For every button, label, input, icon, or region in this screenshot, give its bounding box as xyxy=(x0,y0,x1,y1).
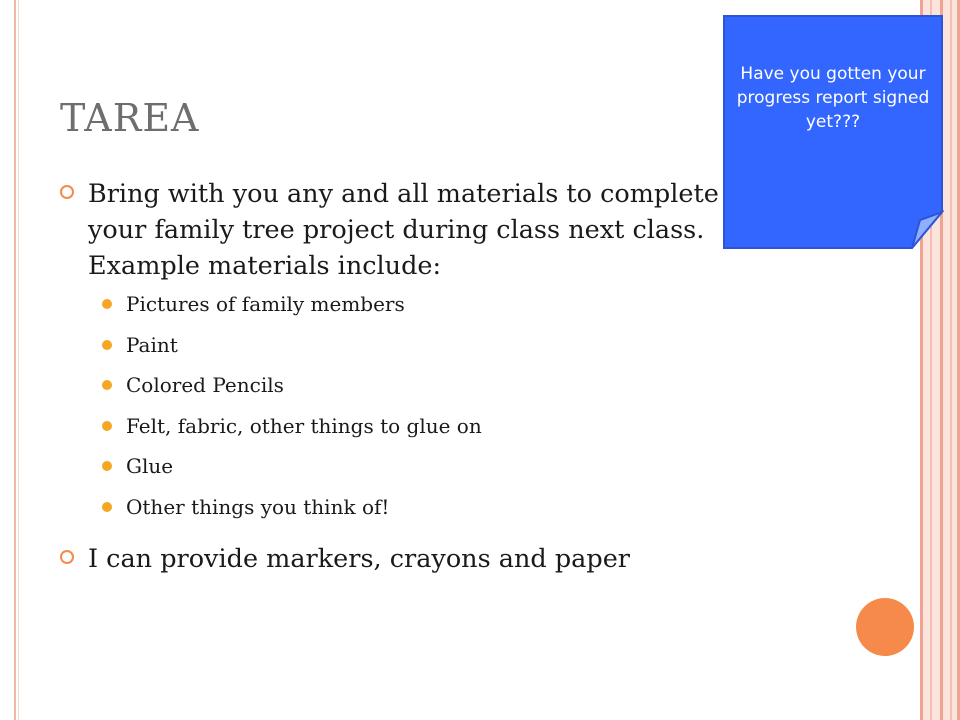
sub-bullet-item xyxy=(60,292,720,333)
bullet-item xyxy=(60,541,720,577)
ring-bullet-icon xyxy=(60,550,74,564)
slide-body xyxy=(60,176,720,577)
sub-bullet-item xyxy=(60,373,720,414)
dot-bullet-icon xyxy=(102,461,112,471)
ring-bullet-icon xyxy=(60,185,74,199)
dot-bullet-icon xyxy=(102,502,112,512)
sub-bullet-list xyxy=(60,292,720,535)
bullet-text: Bring with you any and all materials to complete your family tree project during class next class. Example materials include: xyxy=(88,179,719,281)
sub-bullet-text: Paint xyxy=(126,332,178,357)
right-stripe xyxy=(950,0,952,720)
dot-bullet-icon xyxy=(102,299,112,309)
slide-title: TAREA xyxy=(60,96,200,140)
callout-text: Have you gotten your progress report signed yet??? xyxy=(736,64,930,132)
bullet-text: I can provide markers, crayons and paper xyxy=(88,544,630,574)
sub-bullet-text: Glue xyxy=(126,454,174,478)
sub-bullet-item xyxy=(60,333,720,374)
left-border-line-inner xyxy=(18,0,19,720)
bullet-item xyxy=(60,176,720,284)
sub-bullet-text: Other things you think of! xyxy=(126,494,390,519)
sticky-note-callout xyxy=(722,14,944,250)
sub-bullet-item xyxy=(60,414,720,455)
sub-bullet-item xyxy=(60,495,720,536)
dot-bullet-icon xyxy=(102,340,112,350)
decorative-orange-circle xyxy=(856,598,914,656)
sub-bullet-item xyxy=(60,454,720,495)
sub-bullet-text: Pictures of family members xyxy=(126,292,405,316)
sub-bullet-text: Colored Pencils xyxy=(126,373,284,397)
left-border-line xyxy=(14,0,16,720)
dot-bullet-icon xyxy=(102,421,112,431)
sub-bullet-text: Felt, fabric, other things to glue on xyxy=(126,413,482,438)
dot-bullet-icon xyxy=(102,380,112,390)
